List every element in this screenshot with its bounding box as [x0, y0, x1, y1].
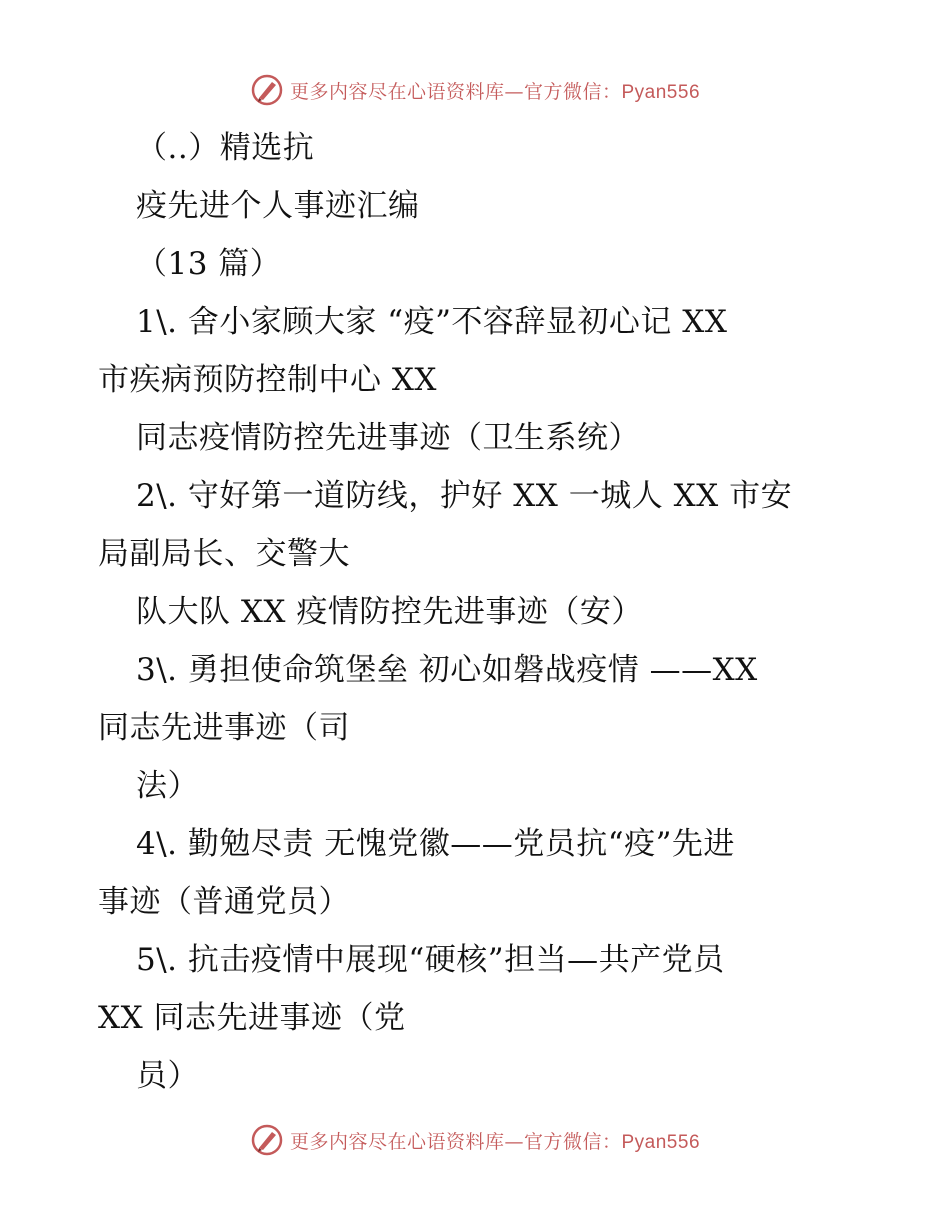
doc-line: 市疾病预防控制中心 XX: [98, 362, 437, 398]
doc-line: 队大队 XX 疫情防控先进事迹（安）: [136, 594, 643, 630]
doc-line: （..）精选抗: [136, 130, 315, 166]
doc-line: 4\. 勤勉尽责 无愧党徽——党员抗“疫”先进: [136, 826, 735, 862]
doc-line: 员）: [136, 1058, 199, 1094]
doc-line: 局副局长、交警大: [98, 536, 350, 572]
doc-line: （13 篇）: [136, 246, 282, 282]
doc-line: XX 同志先进事迹（党: [98, 1000, 406, 1036]
wechat-id: Pyan556: [621, 1131, 701, 1153]
doc-line: 事迹（普通党员）: [98, 884, 350, 920]
doc-line: 同志先进事迹（司: [98, 710, 350, 746]
doc-line: 1\. 舍小家顾大家 “疫”不容辞显初心记 XX: [136, 304, 728, 340]
wechat-id: Pyan556: [621, 81, 701, 103]
header-watermark: [0, 68, 950, 112]
doc-line: 疫先进个人事迹汇编: [136, 188, 420, 224]
doc-line: 5\. 抗击疫情中展现“硬核”担当—共产党员: [136, 942, 725, 978]
doc-line: 3\. 勇担使命筑堡垒 初心如磐战疫情 ——XX: [136, 652, 758, 688]
footer-watermark: [0, 1118, 950, 1162]
pen-logo-icon: [250, 73, 284, 107]
doc-line: 2\. 守好第一道防线，护好 XX 一城人 XX 市安: [136, 478, 793, 514]
doc-line: 法）: [136, 768, 199, 804]
watermark-text: 更多内容尽在心语资料库—官方微信：Pyan556: [289, 80, 701, 103]
pen-logo-icon: [250, 1123, 284, 1157]
watermark-text: 更多内容尽在心语资料库—官方微信：Pyan556: [289, 1130, 701, 1153]
doc-line: 同志疫情防控先进事迹（卫生系统）: [136, 420, 640, 456]
